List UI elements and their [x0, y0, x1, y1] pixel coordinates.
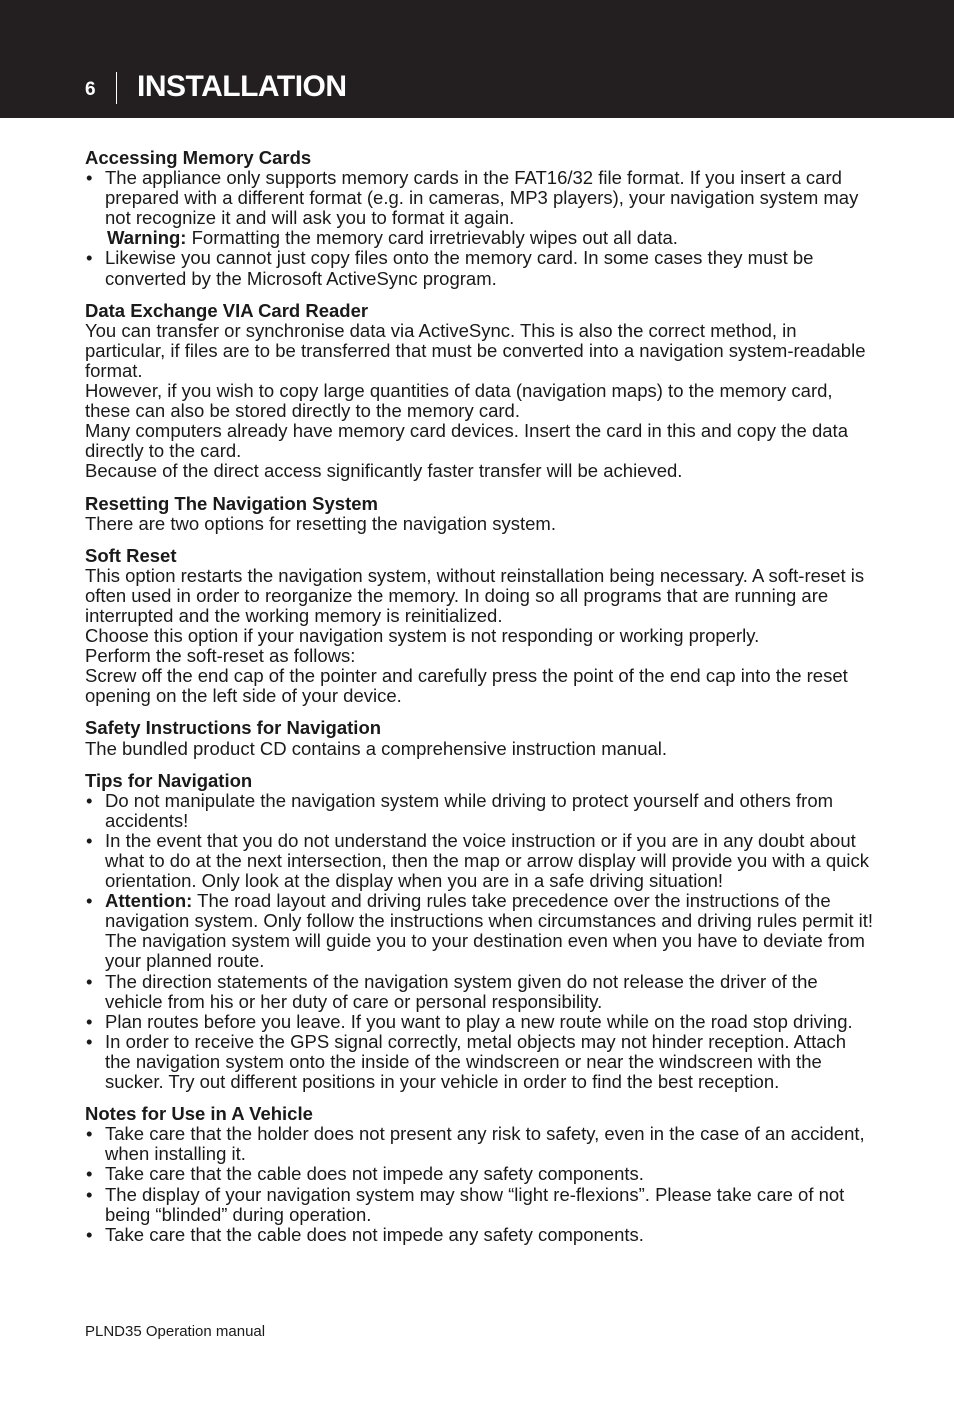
list-item-text: In order to receive the GPS signal correctly, metal objects may not hinder reception. Attach the navigation system onto the inside of the windscreen or near the windscreen with the sucker. Try out different positions in your vehicle in order to find the best reception.: [105, 1030, 847, 1093]
section-heading: Notes for Use in A Vehicle: [85, 1103, 313, 1125]
paragraph: Screw off the end cap of the pointer and carefully press the point of the end cap into the reset opening on the left side of your device.: [85, 665, 848, 707]
page-footer: PLND35 Operation manual: [85, 1323, 266, 1340]
section-heading: Soft Reset: [85, 544, 177, 566]
section-heading: Safety Instructions for Navigation: [85, 717, 382, 739]
list-item-text: Likewise you cannot just copy files onto the memory card. In some cases they must be converted by the Microsoft ActiveSync program.: [105, 247, 814, 289]
paragraph: Many computers already have memory card devices. Insert the card in this and copy the data directly to the card.: [85, 420, 848, 462]
warning-note: [85, 228, 875, 248]
section-data-exchange: [85, 301, 875, 482]
section-heading: Resetting The Navigation System: [85, 492, 378, 514]
list-item-text: Take care that the holder does not present any risk to safety, even in the case of an accident, when installing it.: [105, 1123, 865, 1165]
list-item: [85, 1124, 875, 1164]
section-soft-reset: [85, 546, 875, 707]
page-content: [85, 148, 875, 1257]
section-heading: Data Exchange VIA Card Reader: [85, 299, 369, 321]
section-heading: Accessing Memory Cards: [85, 147, 312, 168]
list-item-text: The display of your navigation system may show “light re-flexions”. Please take care of not being “blinded” during operation.: [105, 1183, 845, 1225]
paragraph: Perform the soft-reset as follows:: [85, 645, 356, 667]
page-number: 6: [85, 79, 96, 100]
warning-label: Warning:: [107, 227, 187, 249]
section-heading: Tips for Navigation: [85, 769, 253, 791]
paragraph: There are two options for resetting the navigation system.: [85, 512, 556, 534]
list-item: [85, 1032, 875, 1092]
warning-text: Formatting the memory card irretrievably wipes out all data.: [186, 227, 678, 249]
page-header: [0, 0, 954, 118]
paragraph: Choose this option if your navigation system is not responding or working properly.: [85, 625, 760, 647]
list-item: [85, 891, 875, 971]
list-item-text: The road layout and driving rules take precedence over the instructions of the navigation system. Only follow the instructions when circumstances and driving rules permit it! The navigation system will guide you to your destination even when you have to deviate from your planned route.: [105, 890, 874, 972]
section-vehicle: [85, 1104, 875, 1245]
list-item: [85, 1225, 875, 1245]
list-item: [85, 248, 875, 288]
paragraph: The bundled product CD contains a comprehensive instruction manual.: [85, 737, 668, 759]
list-item-text: Plan routes before you leave. If you want to play a new route while on the road stop driving.: [105, 1010, 853, 1032]
list-item: [85, 972, 875, 1012]
list-item: [85, 791, 875, 831]
paragraph: Because of the direct access significantly faster transfer will be achieved.: [85, 460, 683, 482]
paragraph: You can transfer or synchronise data via ActiveSync. This is also the correct method, in particular, if files are to be transferred that must be converted into a navigation system-readable format.: [85, 319, 866, 381]
list-item-text: The direction statements of the navigation system given do not release the driver of the vehicle from his or her duty of care or personal responsibility.: [105, 970, 818, 1012]
list-item: [85, 831, 875, 891]
paragraph: This option restarts the navigation system, without reinstallation being necessary. A soft-reset is often used in order to reorganize the memory. In doing so all programs that are running are interrupted and the working memory is reinitialized.: [85, 564, 865, 626]
list-item: [85, 1012, 875, 1032]
list-item-text: Take care that the cable does not impede any safety components.: [105, 1223, 644, 1245]
list-item-text: The appliance only supports memory cards in the FAT16/32 file format. If you insert a card prepared with a different format (e.g. in cameras, MP3 players), your navigation system may not recognize it and will ask you to format it again.: [105, 167, 859, 229]
section-resetting: [85, 494, 875, 534]
list-item-text: In the event that you do not understand the voice instruction or if you are in any doubt about what to do at the next intersection, then the map or arrow display will provide you with a quick orientation. Only look at the display when you are in a safe driving situation!: [105, 829, 870, 892]
section-safety: [85, 718, 875, 758]
header-divider: [116, 72, 117, 104]
list-item: [85, 1164, 875, 1184]
list-item: [85, 168, 875, 228]
paragraph: However, if you wish to copy large quantities of data (navigation maps) to the memory card, these can also be stored directly to the memory card.: [85, 380, 833, 422]
section-tips: [85, 771, 875, 1093]
attention-label: Attention:: [105, 890, 193, 912]
section-memory-cards: [85, 148, 875, 289]
list-item-text: Take care that the cable does not impede any safety components.: [105, 1163, 644, 1185]
list-item: [85, 1185, 875, 1225]
list-item-text: Do not manipulate the navigation system while driving to protect yourself and others from accidents!: [105, 789, 834, 831]
page-title: INSTALLATION: [137, 70, 347, 103]
